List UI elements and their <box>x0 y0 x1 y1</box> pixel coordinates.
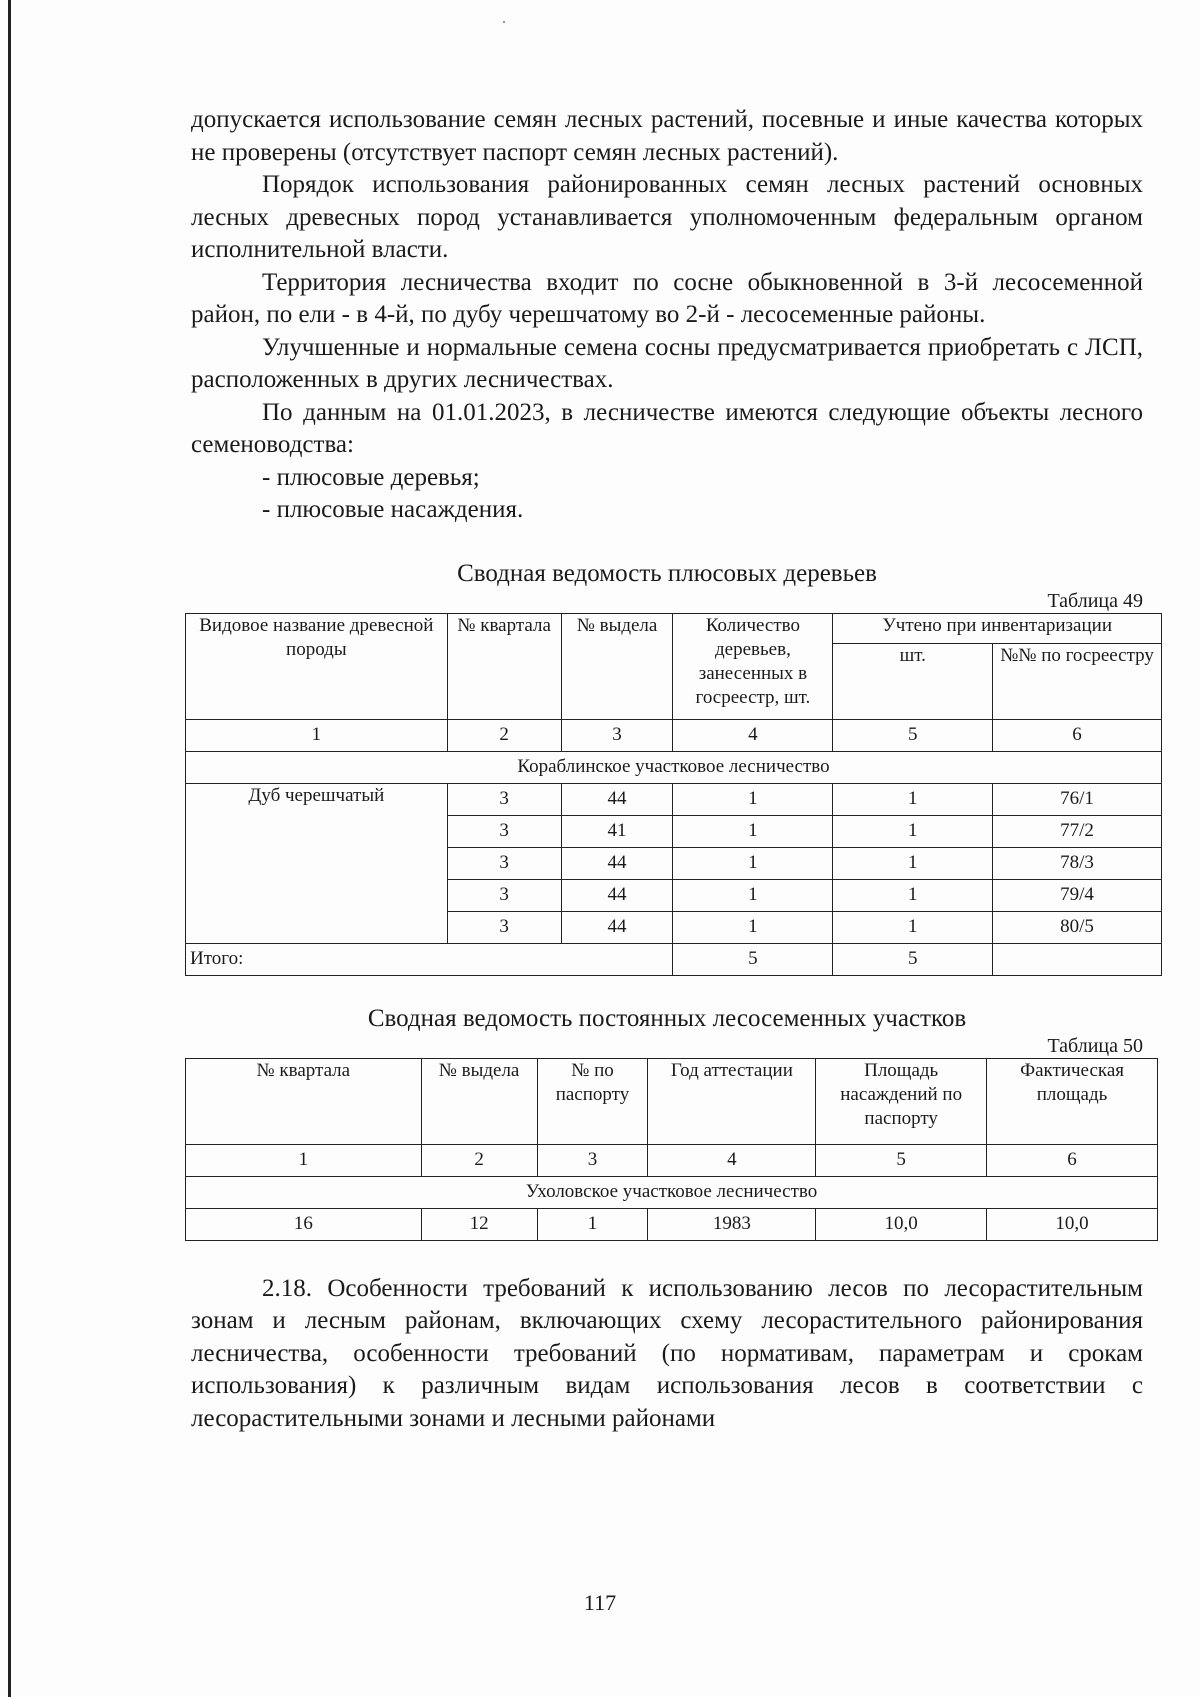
column-number: 4 <box>673 719 833 751</box>
header-passport-area: Площадь насаждений по паспорту <box>816 1058 987 1144</box>
quarter-cell: 3 <box>447 847 561 879</box>
quarter-cell: 16 <box>186 1208 422 1240</box>
registry-cell: 76/1 <box>993 783 1162 815</box>
group-row-ukholovskoe: Ухоловское участковое лесничество <box>186 1176 1158 1208</box>
column-number: 4 <box>648 1144 816 1176</box>
section-cell: 44 <box>561 911 673 943</box>
registry-cell: 79/4 <box>993 879 1162 911</box>
paragraph-improved-seeds: Улучшенные и нормальные семена сосны предусматривается приобретать с ЛСП, расположенных в других лесничествах. <box>191 333 1143 393</box>
seed-objects-list <box>191 462 1143 527</box>
column-number: 5 <box>833 719 993 751</box>
column-number: 2 <box>421 1144 537 1176</box>
passport-number-cell: 1 <box>537 1208 648 1240</box>
column-number: 1 <box>186 719 448 751</box>
header-inventory: Учтено при инвентаризации <box>833 613 1162 643</box>
column-number: 5 <box>816 1144 987 1176</box>
registry-cell: 78/3 <box>993 847 1162 879</box>
column-number: 1 <box>186 1144 422 1176</box>
seed-plots-table <box>185 1058 1158 1241</box>
total-pcs: 5 <box>833 943 993 975</box>
header-quarter: № квартала <box>186 1058 422 1144</box>
table50-label: Таблица 50 <box>1047 1034 1143 1057</box>
actual-area-cell: 10,0 <box>987 1208 1158 1240</box>
paragraph-seed-regions: Территория лесничества входит по сосне обыкновенной в 3-й лесосеменной район, по ели - в 4-й, по дубу черешчатому во 2-й - лесосеменные районы. <box>191 268 1143 328</box>
pcs-cell: 1 <box>833 911 993 943</box>
pcs-cell: 1 <box>833 783 993 815</box>
column-number: 6 <box>987 1144 1158 1176</box>
quarter-cell: 3 <box>447 815 561 847</box>
section-cell: 44 <box>561 879 673 911</box>
binding-edge <box>8 0 11 1697</box>
header-registry: №№ по госреестру <box>993 643 1162 719</box>
total-count: 5 <box>673 943 833 975</box>
table49-label: Таблица 49 <box>1047 589 1143 612</box>
count-cell: 1 <box>673 783 833 815</box>
count-cell: 1 <box>673 815 833 847</box>
column-number: 3 <box>537 1144 648 1176</box>
pcs-cell: 1 <box>833 847 993 879</box>
paragraph-seed-objects: По данным на 01.01.2023, в лесничестве имеются следующие объекты лесного семеноводства: <box>191 398 1143 458</box>
certification-year-cell: 1983 <box>648 1208 816 1240</box>
list-item: - плюсовые насаждения. <box>262 496 524 523</box>
header-species: Видовое название древесной породы <box>186 613 448 719</box>
total-label: Итого: <box>186 943 673 975</box>
header-passport-number: № по паспорту <box>537 1058 648 1144</box>
total-row <box>186 943 1162 975</box>
species-cell: Дуб черешчатый <box>186 783 448 943</box>
plus-trees-table <box>185 613 1162 976</box>
header-count: Количество деревьев, занесенных в госреестр, шт. <box>673 613 833 719</box>
count-cell: 1 <box>673 847 833 879</box>
column-number: 2 <box>447 719 561 751</box>
section-2-18-heading: 2.18. Особенности требований к использованию лесов по лесорастительным зонам и лесным районам, включающих схему лесорастительного районирования лесничества, особенности требований (по нормативам, параметрам и срокам использования) к различным видам использования лесов в соответствии с лесорастительными зонами и лесными районами <box>191 1274 1143 1432</box>
header-quarter: № квартала <box>447 613 561 719</box>
header-pcs: шт. <box>833 643 993 719</box>
section-cell: 44 <box>561 783 673 815</box>
section-cell: 41 <box>561 815 673 847</box>
table50-caption: Сводная ведомость постоянных лесосеменных участков <box>367 1004 967 1032</box>
table-row <box>186 1208 1158 1240</box>
section-cell: 44 <box>561 847 673 879</box>
header-section: № выдела <box>561 613 673 719</box>
header-section: № выдела <box>421 1058 537 1144</box>
column-number: 6 <box>993 719 1162 751</box>
table-row <box>186 783 1162 815</box>
paragraph-seed-usage-order: Порядок использования районированных семян лесных растений основных лесных древесных пород устанавливается уполномоченным федеральным органом исполнительной власти. <box>191 171 1143 263</box>
registry-cell: 77/2 <box>993 815 1162 847</box>
pcs-cell: 1 <box>833 879 993 911</box>
count-cell: 1 <box>673 911 833 943</box>
pcs-cell: 1 <box>833 815 993 847</box>
registry-cell: 80/5 <box>993 911 1162 943</box>
column-number: 3 <box>561 719 673 751</box>
group-row-korablinskoe: Кораблинское участковое лесничество <box>186 751 1162 783</box>
header-certification-year: Год аттестации <box>648 1058 816 1144</box>
header-actual-area: Фактическая площадь <box>987 1058 1158 1144</box>
paragraph-seeds-unverified: допускается использование семян лесных растений, посевные и иные качества которых не проверены (отсутствует паспорт семян лесных растений). <box>191 106 1143 166</box>
quarter-cell: 3 <box>447 879 561 911</box>
quarter-cell: 3 <box>447 911 561 943</box>
page-number: 117 <box>583 1590 617 1615</box>
scan-speck <box>503 21 505 23</box>
list-item: - плюсовые деревья; <box>262 463 480 491</box>
passport-area-cell: 10,0 <box>816 1208 987 1240</box>
total-empty <box>993 943 1162 975</box>
document-page <box>190 104 1154 1435</box>
quarter-cell: 3 <box>447 783 561 815</box>
table49-caption: Сводная ведомость плюсовых деревьев <box>457 559 877 587</box>
count-cell: 1 <box>673 879 833 911</box>
section-cell: 12 <box>421 1208 537 1240</box>
